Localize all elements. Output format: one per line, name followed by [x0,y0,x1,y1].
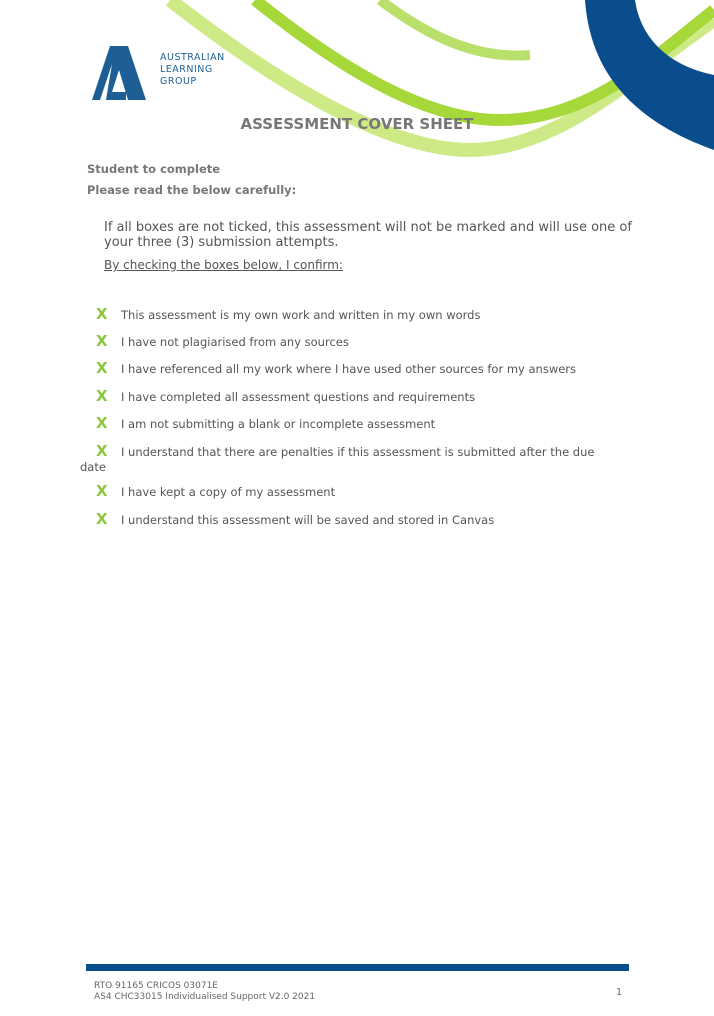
x-mark-icon[interactable]: X [96,414,108,432]
logo-mark-icon [86,42,152,102]
checklist-item-label: I have kept a copy of my assessment [121,485,336,499]
x-mark-icon[interactable]: X [96,482,108,500]
checklist-item[interactable] [96,359,577,377]
footer-course-line: AS4 CHC33015 Individualised Support V2.0 2021 [94,992,316,1002]
confirm-label: By checking the boxes below, I confirm: [104,258,343,272]
logo-line-1: AUSTRALIAN [160,52,225,63]
logo-text [160,52,225,88]
read-carefully-heading: Please read the below carefully: [87,183,297,197]
x-mark-icon[interactable]: X [96,305,108,323]
warning-text: If all boxes are not ticked, this assessment will not be marked and will use one of your three (3) submission attempts. [104,220,632,250]
footer-text [94,981,315,1003]
page-number: 1 [616,987,623,998]
checklist-item[interactable] [96,305,481,323]
logo-line-2: LEARNING [160,64,213,75]
x-mark-icon[interactable]: X [96,332,108,350]
checklist-item-label: I am not submitting a blank or incomplete assessment [121,417,436,431]
logo-line-3: GROUP [160,76,197,87]
checklist-item-label: I understand that there are penalties if this assessment is submitted after the due [121,445,595,459]
checklist-item-wrap: date [80,460,106,474]
checklist-item[interactable] [96,442,595,460]
checklist-item[interactable] [96,510,495,528]
checklist-item[interactable] [96,414,436,432]
student-complete-heading: Student to complete [87,162,221,176]
checklist-item-label: I have referenced all my work where I have used other sources for my answers [121,362,577,376]
page-title: ASSESSMENT COVER SHEET [240,115,474,133]
checklist-item-label: I have not plagiarised from any sources [121,335,349,349]
checklist-item-label: I understand this assessment will be saved and stored in Canvas [121,513,495,527]
x-mark-icon[interactable]: X [96,387,108,405]
x-mark-icon[interactable]: X [96,510,108,528]
footer-rto-line: RTO 91165 CRICOS 03071E [94,981,218,991]
x-mark-icon[interactable]: X [96,359,108,377]
checklist-item-label: I have completed all assessment questions and requirements [121,390,476,404]
x-mark-icon[interactable]: X [96,442,108,460]
checklist-item-label: This assessment is my own work and written in my own words [121,308,481,322]
company-logo [86,42,236,102]
checklist-item[interactable] [96,332,349,350]
checklist-item[interactable] [96,482,336,500]
checklist-item[interactable] [96,387,476,405]
footer-divider [86,964,629,971]
